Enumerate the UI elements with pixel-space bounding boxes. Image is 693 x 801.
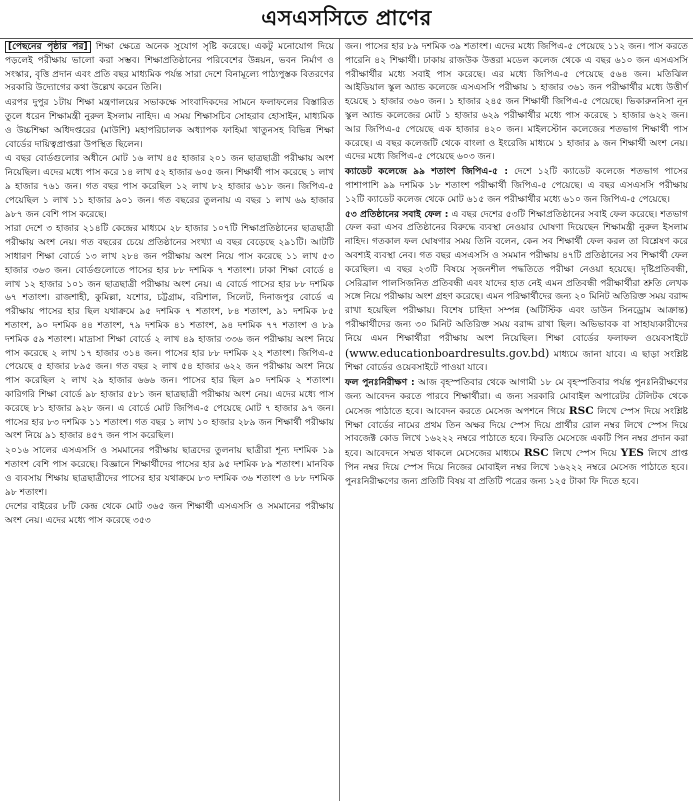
paragraph: দেশের বাইরের ৮টি কেন্দ্র থেকে মোট ৩৬৫ জন শিক্ষার্থী এসএসসি ও সমমানের পরীক্ষায় অংশ নেয়। এদের মধ্যে পাস করেছে ৩৫৩ (5, 502, 334, 527)
paragraph-text: লিখে প্রাপ্ত পিন নম্বর দিয়ে স্পেস দিয়ে নিজের মোবাইল নম্বর লিখে ১৬২২২ নম্বরে মেসেজ পাঠাতে হবে। পুনঃনিরীক্ষণের জন্য প্রতিটি বিষয় বা প্রতিটি পত্রের জন্য ১২৫ টাকা ফি দিতে হবে। (345, 449, 688, 487)
paragraph (345, 166, 688, 207)
paragraph: ২০১৬ সালের এসএসসি ও সমমানের পরীক্ষায় ছাত্রদের তুলনায় ছাত্রীরা শূন্য দশমিক ১৯ শতাংশ বেশি পাস করেছে। বিজ্ঞানে শিক্ষার্থীদের পাসের হার ৯৫ দশমিক ৮৯ শতাংশ। মানবিক ও ব্যবসায় শিক্ষায় ছাত্রছাত্রীদের পাসের হার যথাক্রমে ৮৩ দশমিক ৩৬ শতাংশ ও ৮৮ দশমিক ৯৮ শতাংশ। (5, 446, 334, 498)
article-columns (0, 39, 693, 801)
subheading-cadet-college: ক্যাডেট কলেজে ৯৯ শতাংশ জিপিএ-৫ : (345, 167, 509, 178)
results-website-link[interactable]: (www.educationboardresults.gov.bd) (345, 346, 550, 360)
subheading-rescrutiny: ফল পুনঃনিরীক্ষণ : (345, 378, 415, 389)
right-column (340, 39, 693, 801)
sms-keyword: RSC (523, 447, 549, 460)
continued-tag: [পেছনের পৃষ্ঠার পর] (5, 41, 91, 53)
sms-keyword: RSC (568, 404, 594, 417)
paragraph-text: আজ বৃহস্পতিবার থেকে আগামী ১৮ মে বৃহস্পতিবার পর্যন্ত পুনঃনিরীক্ষণের জন্য আবেদন করতে পারবে শিক্ষার্থীরা। এ জন্য সরকারি মোবাইল অপারেটর টেলিটক থেকে মেসেজ পাঠাতে হবে। আবেদন করতে মেসেজ অপশনে গিয়ে (345, 378, 688, 417)
paragraph-text: এ বছর দেশের ৫৩টি শিক্ষাপ্রতিষ্ঠানের সবাই ফেল করেছে। শতভাগ ফেল করা এসব প্রতিষ্ঠানের বিরুদ্ধে ব্যবস্থা নেওয়ার ঘোষণা দিয়েছেন শিক্ষামন্ত্রী নুরুল ইসলাম নাহিদ। গতকাল ফল ঘোষণার সময় তিনি বলেন, কেন সব শিক্ষার্থী ফেল করল তা বিশ্লেষণ করে অবশ্যই ব্যবস্থা নেব। গত বছর এসএসসি ও সমমান পরীক্ষায় ৪৭টি প্রতিষ্ঠানের সব শিক্ষার্থী ফেল করেছিল। এ বছর ২৩টি বিষয়ে সৃজনশীল পদ্ধতিতে পরীক্ষা নেওয়া হয়েছে। দৃষ্টিপ্রতিবন্ধী, সেরিব্রাল পালসিজনিত প্রতিবন্ধী এবং যাদের হাত নেই এমন প্রতিবন্ধী পরীক্ষার্থীরা শ্রুতি লেখক সঙ্গে নিয়ে পরীক্ষায় অংশ গ্রহণ করেছে। এমন পরিক্ষার্থীদের জন্য ২০ মিনিট অতিরিক্ত সময় বরাদ্দ রাখা হয়েছিল পরীক্ষায়। বিশেষ চাহিদা সম্পন্ন (অটিস্টিক এবং ডাউন সিনড্রোম আক্রান্ত) পরীক্ষার্থীদের জন্য ৩০ মিনিট অতিরিক্ত সময় বরাদ্দ রাখা ছিল। অভিভাবক বা সাহায্যকারীদের নিয়ে এমন শিক্ষার্থীরা পরীক্ষায় অংশ নিয়েছিল। শিক্ষা বোর্ডের ফলাফল ওয়েবসাইটে (345, 209, 688, 344)
paragraph: জন। পাসের হার ৮৯ দশমিক ৩৯ শতাংশ। এদের মধ্যে জিপিএ-৫ পেয়েছে ১১২ জন। পাস করতে পারেনি ৪২ শিক্ষার্থী। ঢাকায় রাজউক উত্তরা মডেল কলেজ থেকে এ বছর ৬১০ জন এসএসসি পরীক্ষার্থীর মধ্যে সবাই পাস করেছে। এর মধ্যে জিপিএ-৫ পেয়েছে ৫৬৪ জন। মতিঝিল আইডিয়াল স্কুল অ্যান্ড কলেজে এসএসসি পরীক্ষায় ১ হাজার ৩৬১ জন পরীক্ষার্থীর মধ্যে উত্তীর্ণ হয়েছে ১ হাজার ৩৬০ জন। ১ হাজার ২৪৫ জন শিক্ষার্থী জিপিএ-৫ পেয়েছে। ভিকারুননিসা নূন স্কুল অ্যান্ড কলেজের মোট ১ হাজার ৬২৯ পরীক্ষার্থীর মধ্যে পাস করেছে ১ হাজার ৬২২ জন। আর জিপিএ-৫ পেয়েছে এক হাজার ৪২০ জন। মাইলস্টোন কলেজের শতভাগ শিক্ষার্থী পাস করেছে। এ বছর কলেজটি থেকে বাংলা ও ইংরেজি মাধ্যমে ১ হাজার ৯ জন শিক্ষার্থী অংশ নেয়। এদের মধ্যে জিপিএ-৫ পেয়েছে ৬০৩ জন। (345, 42, 688, 163)
paragraph-text: লিখে স্পেস দিয়ে (552, 449, 617, 460)
page-headline: এসএসসিতে প্রাণের (0, 0, 693, 39)
paragraph: এরপর দুপুর ১টায় শিক্ষা মন্ত্রণালয়ের সভাকক্ষে সাংবাদিকদের সামনে ফলাফলের বিস্তারিত তুলে ধরেন শিক্ষামন্ত্রী নুরুল ইসলাম নাহিদ। এ সময় শিক্ষাসচিব সোহরাব হোসাইন, মাধ্যমিক ও উচ্চশিক্ষা অধিদপ্তরের (মাউশি) মহাপরিচালক অধ্যাপক ফাহিমা খাতুনসহ বিভিন্ন শিক্ষা বোর্ডের দায়িত্বপ্রাপ্তরা উপস্থিত ছিলেন। (5, 98, 334, 150)
paragraph (5, 41, 334, 96)
paragraph (345, 209, 688, 377)
paragraph-text: দেশে ১২টি ক্যাডেট কলেজে শতভাগ পাসের পাশাপাশি ৯৯ দশমিক ১৮ শতাংশ পরীক্ষার্থী জিপিএ-৫ পেয়েছে। এ বছর এসএসসি পরীক্ষায় ১২টি ক্যাডেট কলেজ থেকে মোট ৬১৫ জন পরীক্ষার্থীর মধ্যে ৬১০ জন জিপিএ-৫ পেয়েছে। (345, 167, 688, 205)
sms-keyword: YES (620, 447, 644, 460)
subheading-all-fail: ৫৩ প্রতিষ্ঠানের সবাই ফেল : (345, 209, 449, 220)
paragraph-text: শিক্ষা ক্ষেত্রে অনেক সুযোগ সৃষ্টি করেছে। একটু মনোযোগ দিয়ে পড়লেই পরীক্ষায় ভালো করা সম্ভব। শিক্ষাপ্রতিষ্ঠানের পরিবেশের উন্নয়ন, ভবন নির্মাণ ও সংস্কার, বৃত্তি প্রদান এবং প্রতি বছর মাধ্যমিক পর্যন্ত সারা দেশে বিনামূল্যে পাঠ্যপুস্তক বিতরণের সরকারি উদ্যোগের কথা উল্লেখ করেন তিনি। (5, 42, 334, 94)
paragraph: সারা দেশে ৩ হাজার ২১৪টি কেন্দ্রের মাধ্যমে ২৮ হাজার ১০৭টি শিক্ষাপ্রতিষ্ঠানের ছাত্রছাত্রী পরীক্ষায় অংশ নেয়। গত বছরের চেয়ে প্রতিষ্ঠানের সংখ্যা এ বছর বেড়েছে ২৯১টি। আটটি সাধারণ শিক্ষা বোর্ডে ১৩ লাখ ২৮৪ জন পরীক্ষায় অংশ নিয়ে পাস করেছে ১১ লাখ ৫৩ হাজার ৩৬৩ জন। বোর্ডগুলোতে পাসের হার ৮৮ দশমিক ৭ শতাংশ। ঢাকা শিক্ষা বোর্ডে ৪ লাখ ১২ হাজার ১০১ জন ছাত্রছাত্রী পরীক্ষায় অংশ নেয়। এ বোর্ডে পাসের হার ৮৮ দশমিক ৬৭ শতাংশ। রাজশাহী, কুমিল্লা, যশোর, চট্টগ্রাম, বরিশাল, সিলেট, দিনাজপুর বোর্ডে এ পরীক্ষায় পাসের হার ছিল যথাক্রমে ৯৫ দশমিক ৭ শতাংশ, ৮৪ শতাংশ, ৯১ দশমিক ৮৫ শতাংশ, ৯০ দশমিক ৪৪ শতাংশ, ৭৯ দশমিক ৪১ শতাংশ, ৯৪ দশমিক ৭৭ শতাংশ ও ৮৯ দশমিক ৫৯ শতাংশ। মাদ্রাসা শিক্ষা বোর্ডে ২ লাখ ৪৯ হাজার ৩৩৬ জন পরীক্ষায় অংশ নিয়ে পাস করেছে ২ লাখ ১৭ হাজার ৩১৪ জন। পাসের হার ৮৮ দশমিক ২২ শতাংশ। জিপিএ-৫ পেয়েছে ৫ হাজার ৮৯৫ জন। গত বছর ২ লাখ ৫৪ হাজার ৬২২ জন পরীক্ষায় অংশ নিয়ে পাস করেছিল ২ লাখ ২৯ হাজার ৬৬৬ জন। পাসের হার ছিল ৯০ দশমিক ২ শতাংশ। কারিগরি শিক্ষা বোর্ডে ৯৮ হাজার ৫৮১ জন ছাত্রছাত্রী পরীক্ষায় অংশ নেয়। এদের মধ্যে পাস করেছে ৮১ হাজার ৯২৮ জন। এ বোর্ডে মোট জিপিএ-৫ পেয়েছে মোট ৭ হাজার ৯৭ জন। পাসের হার ৮৩ দশমিক ১১ শতাংশ। গত বছর ১ লাখ ১০ হাজার ২৮৯ জন শিক্ষার্থী পরীক্ষায় অংশ নিয়ে ৯১ হাজার ৪৫৭ জন পাস করেছিল। (5, 224, 334, 442)
paragraph (345, 377, 688, 489)
paragraph-text: লিখে স্পেস দিয়ে সংশ্লিষ্ট শিক্ষা বোর্ডের নামের প্রথম তিন অক্ষর দিয়ে স্পেস দিয়ে প্রার্থীর রোল নম্বর লিখে স্পেস দিয়ে সাবজেক্ট কোড লিখে ১৬২২২ নম্বরে পাঠাতে হবে। ফিরতি মেসেজে একটি পিন নম্বর প্রদান করা হবে। আবেদনে সম্মত থাকলে মেসেজের মাধ্যমে (345, 406, 688, 460)
paragraph: এ বছর বোর্ডগুলোর অধীনে মোট ১৬ লাখ ৪৫ হাজার ২০১ জন ছাত্রছাত্রী পরীক্ষায় অংশ নিয়েছিল। এদের মধ্যে পাস করে ১৪ লাখ ৫২ হাজার ৬০৫ জন। শিক্ষার্থী পাস করেছে ১ লাখ ৯ হাজার ৭৬১ জন। গত বছর পাস করেছিল ১২ লাখ ৮২ হাজার ৬১৮ জন। জিপিএ-৫ পেয়েছিল ১ লাখ ১১ হাজার ৯০১ জন। গত বছরের তুলনায় এ বছর ১ লাখ ৬৯ হাজার ৯৮৭ জন বেশি পাস করেছে। (5, 154, 334, 220)
left-column (0, 39, 340, 801)
paragraph-text: মাধ্যমে জানা যাবে। এ ছাড়া সংশ্লিষ্ট শিক্ষা বোর্ডের ওয়েবসাইটে পাওয়া যাবে। (345, 349, 688, 374)
